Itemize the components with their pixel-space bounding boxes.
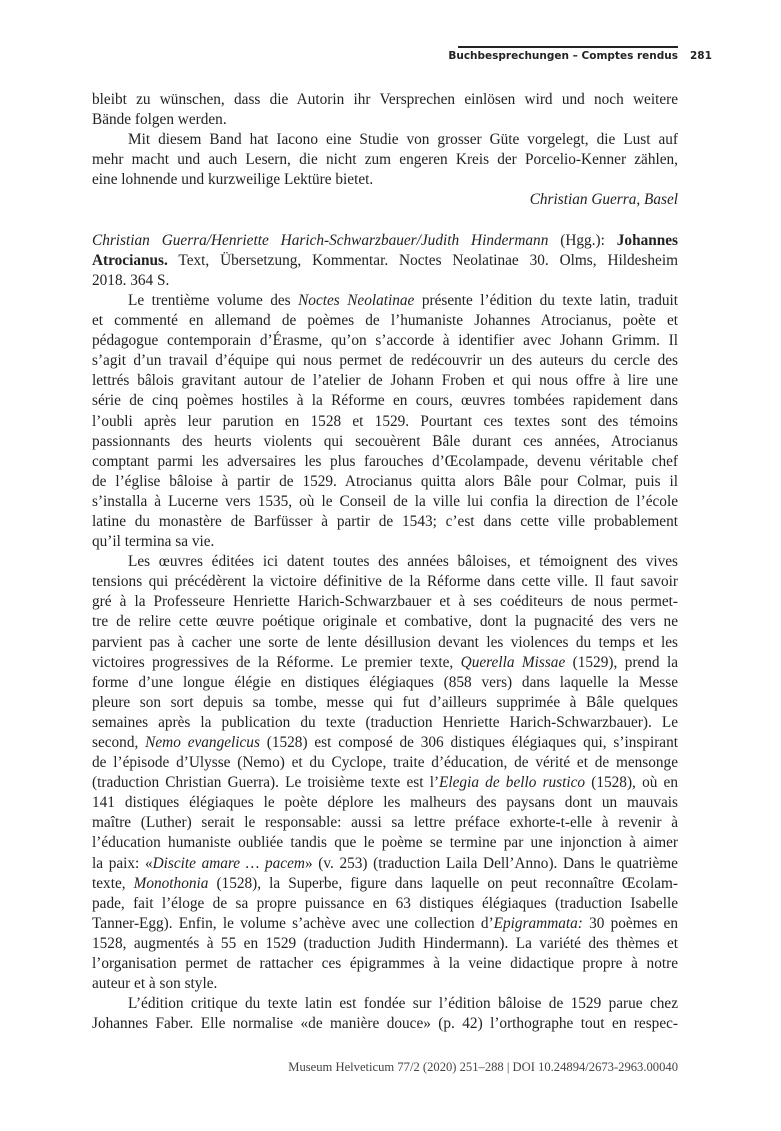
text-line bbox=[92, 492, 678, 512]
text-line bbox=[92, 291, 678, 311]
paragraph bbox=[92, 552, 678, 994]
text-line bbox=[92, 753, 678, 773]
text-segment: tensions qui précédèrent la victoire définitive de la Réforme dans cette ville. Il faut savoir bbox=[92, 573, 678, 591]
text-line bbox=[92, 271, 678, 291]
text-line bbox=[92, 713, 678, 733]
text-line bbox=[92, 854, 678, 874]
text-line bbox=[92, 231, 678, 251]
text-line bbox=[92, 572, 678, 592]
text-line bbox=[92, 251, 678, 271]
paragraph bbox=[92, 994, 678, 1034]
text-line bbox=[92, 633, 678, 653]
text-segment: 1528, augmentés à 55 en 1529 (traduction Judith Hindermann). La variété des thèmes et bbox=[92, 934, 678, 952]
text-segment: la paix: « bbox=[92, 854, 153, 872]
text-segment: de l’épisode d’Ulysse (Nemo) et du Cyclope, traite d’éducation, de vérité et de mensonge bbox=[92, 754, 678, 772]
text-segment: Tanner-Egg). Enfin, le volume s’achève avec une collection d’ bbox=[92, 914, 494, 932]
text-segment: auteur et à son style. bbox=[92, 975, 218, 993]
italic-text: Christian Guerra/Henriette Harich-Schwarzbauer/Judith Hindermann bbox=[92, 231, 549, 249]
text-line bbox=[92, 612, 678, 632]
text-segment: comptant parmi les adversaires les plus farouches d’Œcolampade, devenu véritable chef bbox=[92, 452, 678, 470]
text-segment: pédagogue contemporain d’Érasme, qu’on s’accorde à identifier avec Johann Grimm. Il bbox=[92, 332, 678, 350]
paragraph bbox=[92, 291, 678, 552]
text-line bbox=[92, 1014, 678, 1034]
text-segment: victoires progressives de la Réforme. Le premier texte, bbox=[92, 653, 461, 671]
text-line bbox=[92, 532, 678, 552]
spacer bbox=[92, 211, 678, 231]
text-segment: gré à la Professeure Henriette Harich-Schwarzbauer et à ses coéditeurs de nous permet- bbox=[92, 593, 678, 611]
text-segment: parvient pas à cacher une sorte de lente désillusion devant les violences du temps et les bbox=[92, 633, 678, 651]
text-line bbox=[92, 391, 678, 411]
text-line bbox=[92, 653, 678, 673]
paragraph bbox=[92, 231, 678, 291]
text-segment: (1528), où en bbox=[585, 774, 678, 792]
text-segment: Johannes Faber. Elle normalise «de manière douce» (p. 42) l’orthographe tout en respec- bbox=[92, 1015, 678, 1033]
paragraph bbox=[92, 90, 678, 130]
text-line bbox=[92, 793, 678, 813]
text-line bbox=[92, 412, 678, 432]
text-segment: (1528), la Superbe, figure dans laquelle on peut reconnaître Œcolam- bbox=[208, 874, 678, 892]
running-title: Buchbesprechungen – Comptes rendus bbox=[448, 50, 678, 62]
text-segment: série de cinq poèmes hostiles à la Réforme en cours, œuvres tombées rapidement dans bbox=[92, 392, 678, 410]
text-line bbox=[92, 974, 678, 994]
text-segment: mehr macht und auch Lesern, die nicht zum engeren Kreis der Porcelio-Kenner zählen, bbox=[92, 151, 678, 169]
text-line bbox=[92, 894, 678, 914]
text-line bbox=[92, 371, 678, 391]
text-line bbox=[92, 592, 678, 612]
text-segment: Bände folgen werden. bbox=[92, 111, 227, 129]
text-segment: Mit diesem Band hat Iacono eine Studie von grosser Güte vorgelegt, die Lust auf bbox=[128, 131, 678, 149]
text-segment: texte, bbox=[92, 874, 134, 892]
text-line bbox=[92, 311, 678, 331]
text-segment: 141 distiques élégiaques le poète déplore les malheurs des paysans dont un mauvais bbox=[92, 794, 678, 812]
text-segment: » (v. 253) (traduction Laila Dell’Anno). Dans le quatrième bbox=[304, 854, 678, 872]
text-line bbox=[92, 914, 678, 934]
italic-text: Elegia de bello rustico bbox=[439, 774, 586, 792]
text-line bbox=[92, 934, 678, 954]
text-segment: (traduction Christian Guerra). Le troisième texte est l’ bbox=[92, 774, 440, 792]
text-segment: lettrés bâlois gravitant autour de l’atelier de Johann Froben et qui nous offre à lire une bbox=[92, 372, 678, 390]
text-segment: Les œuvres éditées ici datent toutes des années bâloises, et témoignent des vives bbox=[128, 553, 678, 571]
text-segment: pleure son sort depuis sa tombe, messe qui fut d’ailleurs supprimée à Bâle quelques bbox=[92, 693, 678, 711]
text-line bbox=[92, 693, 678, 713]
text-segment: qu’il termina sa vie. bbox=[92, 533, 215, 551]
text-segment: forme d’une longue élégie en distiques élégiaques (858 vers) dans laquelle la Messe bbox=[92, 673, 678, 691]
text-segment: latine du monastère de Barfüsser à partir de 1543; c’est dans cette ville probablement bbox=[92, 512, 678, 530]
text-segment: maître (Luther) serait le responsable: aussi sa lettre préface exhorte-t-elle à revenir à bbox=[92, 814, 678, 832]
text-segment: (1528) est composé de 306 distiques élégiaques qui, s’inspirant bbox=[259, 734, 678, 751]
text-line bbox=[92, 472, 678, 492]
text-line bbox=[92, 773, 678, 793]
text-segment: de l’église bâloise à partir de 1529. Atrocianus quitta alors Bâle pour Colmar, puis il bbox=[92, 472, 678, 490]
text-line bbox=[92, 833, 678, 853]
text-segment: 30 poèmes en bbox=[582, 914, 678, 932]
text-line bbox=[92, 994, 678, 1014]
text-segment: (1529), prend la bbox=[565, 653, 678, 671]
italic-text: Nemo evangelicus bbox=[145, 734, 260, 751]
text-line bbox=[92, 552, 678, 572]
text-segment: s’agit d’un travail d’équipe qui nous permet de redécouvrir un des auteurs du cercle des bbox=[92, 352, 678, 370]
text-segment: et commenté en allemand de poèmes de l’humaniste Johannes Atrocianus, poète et bbox=[92, 312, 678, 330]
italic-text: Noctes Neolatinae bbox=[298, 291, 415, 309]
footer-citation: Museum Helveticum 77/2 (2020) 251–288 | DOI 10.24894/2673-2963.00040 bbox=[288, 1060, 678, 1074]
paragraph bbox=[92, 130, 678, 190]
text-line bbox=[92, 351, 678, 371]
text-segment: s’installa à Lucerne vers 1535, où le Conseil de la ville lui confia la direction de l’école bbox=[92, 492, 678, 510]
text-segment: L’édition critique du texte latin est fondée sur l’édition bâloise de 1529 parue chez bbox=[128, 995, 678, 1013]
text-line bbox=[92, 673, 678, 693]
text-line bbox=[92, 110, 678, 130]
bold-text: Atrocianus. bbox=[92, 251, 168, 269]
text-line bbox=[92, 150, 678, 170]
text-segment: l’éducation humaniste oubliée tandis que le poème se termine par une injonction à aimer bbox=[92, 834, 678, 852]
text-line bbox=[92, 733, 678, 753]
text-line bbox=[92, 90, 678, 110]
text-segment: eine lohnende und kurzweilige Lektüre bietet. bbox=[92, 171, 374, 189]
header-rule bbox=[458, 46, 678, 48]
text-line bbox=[92, 954, 678, 974]
italic-text: Querella Missae bbox=[460, 653, 566, 671]
text-segment: Le trentième volume des bbox=[128, 291, 299, 309]
text-segment: 2018. 364 S. bbox=[92, 271, 170, 289]
text-line bbox=[92, 432, 678, 452]
text-segment: Text, Übersetzung, Kommentar. Noctes Neolatinae 30. Olms, Hildesheim bbox=[167, 251, 678, 269]
article-body bbox=[92, 90, 678, 1034]
text-segment: l’organisation permet de rattacher ces épigrammes à la veine didactique propre à notre bbox=[92, 955, 678, 973]
text-line bbox=[92, 813, 678, 833]
text-segment: pade, fait l’éloge de sa propre puissance en 63 distiques élégiaques (traduction Isabelle bbox=[92, 894, 678, 912]
page-number: 281 bbox=[690, 50, 712, 62]
text-segment: second, bbox=[92, 734, 146, 751]
text-segment: présente l’édition du texte latin, traduit bbox=[414, 291, 679, 309]
text-line bbox=[92, 170, 678, 190]
text-line bbox=[92, 130, 678, 150]
text-segment: (Hgg.): bbox=[548, 231, 617, 249]
text-line bbox=[92, 452, 678, 472]
italic-text: Discite amare … pacem bbox=[152, 854, 305, 872]
italic-text: Epigrammata: bbox=[493, 914, 583, 932]
text-segment: tre de relire cette œuvre poétique originale et combative, dont la pugnacité des vers ne bbox=[92, 613, 678, 631]
text-line bbox=[92, 512, 678, 532]
text-segment: l’oubli après leur parution en 1528 et 1529. Pourtant ces textes sont des témoins bbox=[92, 412, 678, 430]
text-line bbox=[92, 331, 678, 351]
italic-text: Monothonia bbox=[133, 874, 209, 892]
text-segment: bleibt zu wünschen, dass die Autorin ihr Versprechen einlösen wird und noch weitere bbox=[92, 91, 678, 108]
text-segment: semaines après la publication du texte (traduction Henriette Harich-Schwarzbauer). Le bbox=[92, 713, 678, 731]
bold-text: Johannes bbox=[616, 231, 678, 249]
text-segment: passionnants des heurts violents qui secouèrent Bâle durant ces années, Atrocianus bbox=[92, 432, 678, 450]
text-line bbox=[92, 874, 678, 894]
review-signature: Christian Guerra, Basel bbox=[529, 191, 678, 209]
